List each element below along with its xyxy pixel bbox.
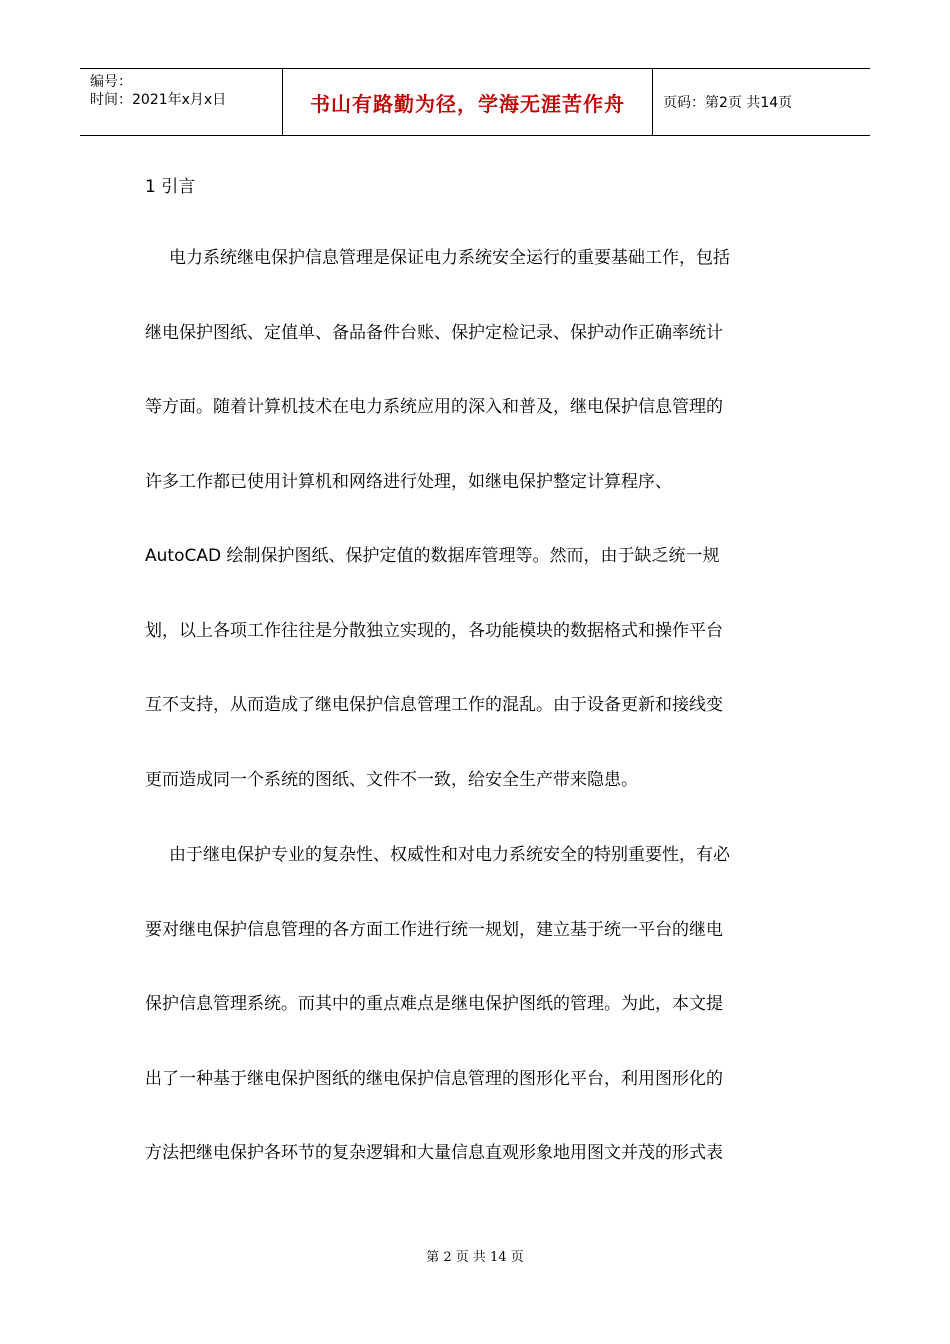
header-table — [80, 68, 870, 136]
paragraph-line: 划，以上各项工作往往是分散独立实现的，各功能模块的数据格式和操作平台 — [145, 620, 723, 641]
paragraph-2 — [145, 818, 805, 1191]
paragraph-line: 要对继电保护信息管理的各方面工作进行统一规划，建立基于统一平台的继电 — [145, 919, 723, 940]
document-date: 时间：2021年x月x日 — [90, 92, 227, 108]
paragraph-line: 出了一种基于继电保护图纸的继电保护信息管理的图形化平台，利用图形化的 — [145, 1068, 723, 1089]
paragraph-line: 电力系统继电保护信息管理是保证电力系统安全运行的重要基础工作，包括 — [169, 248, 730, 268]
document-number-label: 编号： — [90, 74, 132, 90]
paragraph-line: 由于继电保护专业的复杂性、权威性和对电力系统安全的特别重要性，有必 — [169, 845, 730, 865]
paragraph-line: 更而造成同一个系统的图纸、文件不一致，给安全生产带来隐患。 — [145, 769, 638, 790]
paragraph-line: 等方面。随着计算机技术在电力系统应用的深入和普及，继电保护信息管理的 — [145, 397, 723, 417]
section-title: 1 引言 — [145, 177, 196, 197]
paragraph-1 — [145, 221, 805, 817]
paragraph-line: 许多工作都已使用计算机和网络进行处理，如继电保护整定计算程序、 — [145, 471, 672, 492]
paragraph-line: 保护信息管理系统。而其中的重点难点是继电保护图纸的管理。为此，本文提 — [145, 994, 723, 1014]
paragraph-line: 互不支持，从而造成了继电保护信息管理工作的混乱。由于设备更新和接线变 — [145, 695, 723, 715]
paragraph-line: AutoCAD 绘制保护图纸、保护定值的数据库管理等。然而，由于缺乏统一规 — [145, 546, 720, 566]
header-page-info: 页码：第2页 共14页 — [663, 95, 793, 111]
paragraph-line: 继电保护图纸、定值单、备品备件台账、保护定检记录、保护动作正确率统计 — [145, 322, 723, 343]
header-motto: 书山有路勤为径，学海无涯苦作舟 — [282, 69, 653, 135]
paragraph-line: 方法把继电保护各环节的复杂逻辑和大量信息直观形象地用图文并茂的形式表 — [145, 1143, 723, 1163]
header-left-cell — [80, 69, 282, 135]
page-footer: 第 2 页 共 14 页 — [426, 1250, 524, 1265]
